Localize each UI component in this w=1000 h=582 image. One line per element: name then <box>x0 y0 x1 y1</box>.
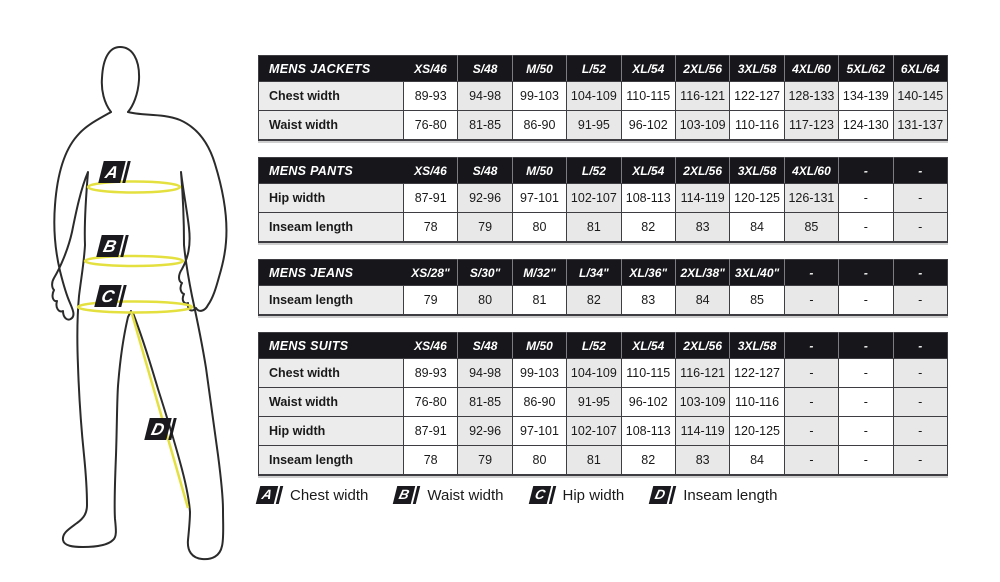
size-value-cell: 83 <box>621 286 675 316</box>
legend-item <box>531 486 625 504</box>
size-value-cell: 81 <box>567 213 621 243</box>
size-value-cell: - <box>893 213 947 243</box>
body-silhouette-graphic <box>0 0 260 582</box>
size-column-header: XL/54 <box>621 333 675 359</box>
size-value-cell: 117-123 <box>784 111 838 141</box>
size-value-cell: 94-98 <box>458 82 512 111</box>
size-column-header: L/52 <box>567 56 621 82</box>
size-column-header: 3XL/58 <box>730 158 784 184</box>
legend-item <box>258 486 368 504</box>
table-header-row <box>259 56 948 82</box>
size-value-cell: 102-107 <box>567 417 621 446</box>
size-value-cell: - <box>893 446 947 476</box>
size-table <box>258 157 948 243</box>
size-value-cell: 81-85 <box>458 388 512 417</box>
row-label: Hip width <box>259 184 404 213</box>
size-value-cell: 81 <box>567 446 621 476</box>
size-value-cell: 94-98 <box>458 359 512 388</box>
size-value-cell: 128-133 <box>784 82 838 111</box>
size-value-cell: 103-109 <box>675 388 729 417</box>
size-table <box>258 259 948 316</box>
size-value-cell: 86-90 <box>512 111 566 141</box>
row-label: Chest width <box>259 82 404 111</box>
size-column-header: M/50 <box>512 158 566 184</box>
size-value-cell: 79 <box>458 213 512 243</box>
size-value-cell: - <box>839 388 893 417</box>
legend-label: Chest width <box>290 486 369 504</box>
size-value-cell: - <box>784 359 838 388</box>
size-value-cell: 97-101 <box>512 417 566 446</box>
size-column-header: XS/46 <box>404 56 458 82</box>
badge-letter: A <box>98 161 125 183</box>
size-value-cell: 108-113 <box>621 184 675 213</box>
measurement-legend <box>258 486 777 504</box>
row-label: Inseam length <box>259 446 404 476</box>
legend-item <box>395 486 503 504</box>
size-column-header: 5XL/62 <box>839 56 893 82</box>
size-value-cell: 89-93 <box>404 359 458 388</box>
size-value-cell: 91-95 <box>567 111 621 141</box>
size-value-cell: 124-130 <box>839 111 893 141</box>
size-value-cell: 80 <box>512 446 566 476</box>
size-value-cell: 126-131 <box>784 184 838 213</box>
size-value-cell: - <box>893 184 947 213</box>
size-value-cell: 114-119 <box>675 184 729 213</box>
size-value-cell: 104-109 <box>567 82 621 111</box>
size-value-cell: 80 <box>512 213 566 243</box>
size-column-header: - <box>839 158 893 184</box>
size-column-header: XS/46 <box>404 333 458 359</box>
size-column-header: - <box>784 333 838 359</box>
size-value-cell: - <box>784 446 838 476</box>
size-value-cell: - <box>839 213 893 243</box>
table-header-row <box>259 158 948 184</box>
size-column-header: S/48 <box>458 333 512 359</box>
size-value-cell: 78 <box>404 213 458 243</box>
size-value-cell: 122-127 <box>730 359 784 388</box>
table-row <box>259 388 948 417</box>
size-value-cell: 78 <box>404 446 458 476</box>
size-value-cell: 97-101 <box>512 184 566 213</box>
size-value-cell: 122-127 <box>730 82 784 111</box>
row-label: Inseam length <box>259 213 404 243</box>
size-value-cell: 108-113 <box>621 417 675 446</box>
size-column-header: 2XL/56 <box>675 333 729 359</box>
size-value-cell: 96-102 <box>621 111 675 141</box>
table-row <box>259 213 948 243</box>
table-row <box>259 286 948 316</box>
waist-measure-ellipse <box>85 256 183 266</box>
size-column-header: 6XL/64 <box>893 56 947 82</box>
size-table <box>258 332 948 476</box>
size-column-header: S/48 <box>458 158 512 184</box>
size-column-header: 2XL/56 <box>675 56 729 82</box>
size-value-cell: - <box>893 286 947 316</box>
size-column-header: 2XL/38" <box>675 260 729 286</box>
size-value-cell: - <box>893 417 947 446</box>
table-row <box>259 417 948 446</box>
size-column-header: XS/28" <box>404 260 458 286</box>
size-value-cell: 102-107 <box>567 184 621 213</box>
size-value-cell: 84 <box>730 446 784 476</box>
body-figure <box>0 0 260 582</box>
size-value-cell: 99-103 <box>512 82 566 111</box>
size-value-cell: 86-90 <box>512 388 566 417</box>
size-value-cell: 131-137 <box>893 111 947 141</box>
table-title: MENS JACKETS <box>259 56 404 82</box>
size-value-cell: 92-96 <box>458 417 512 446</box>
size-value-cell: 110-116 <box>730 111 784 141</box>
size-value-cell: 116-121 <box>675 82 729 111</box>
table-row <box>259 446 948 476</box>
size-column-header: 3XL/58 <box>730 56 784 82</box>
table-row <box>259 82 948 111</box>
size-value-cell: 84 <box>675 286 729 316</box>
size-column-header: 2XL/56 <box>675 158 729 184</box>
chest-measure-ellipse <box>88 182 180 193</box>
measure-badge-c <box>528 486 555 504</box>
size-column-header: 3XL/58 <box>730 333 784 359</box>
table-row <box>259 111 948 141</box>
measure-badge-a <box>256 486 283 504</box>
size-column-header: 4XL/60 <box>784 158 838 184</box>
figure-badge-chest-width <box>98 161 130 183</box>
right-side-outline <box>128 112 226 559</box>
legend-label: Inseam length <box>683 486 778 504</box>
figure-badge-waist-width <box>96 235 128 257</box>
size-value-cell: - <box>839 417 893 446</box>
legend-label: Hip width <box>562 486 625 504</box>
size-value-cell: 82 <box>621 213 675 243</box>
table-title: MENS PANTS <box>259 158 404 184</box>
size-value-cell: 140-145 <box>893 82 947 111</box>
size-column-header: XL/54 <box>621 56 675 82</box>
size-column-header: - <box>839 333 893 359</box>
size-value-cell: - <box>784 286 838 316</box>
size-column-header: S/30" <box>458 260 512 286</box>
row-label: Waist width <box>259 388 404 417</box>
figure-badge-hip-width <box>94 285 126 307</box>
legend-label: Waist width <box>427 486 504 504</box>
size-value-cell: 85 <box>784 213 838 243</box>
size-table <box>258 55 948 141</box>
measure-badge-d <box>649 486 676 504</box>
figure-badge-inseam-length <box>144 418 176 440</box>
size-value-cell: 92-96 <box>458 184 512 213</box>
row-label: Inseam length <box>259 286 404 316</box>
table-title: MENS SUITS <box>259 333 404 359</box>
size-value-cell: 79 <box>458 446 512 476</box>
size-value-cell: 110-116 <box>730 388 784 417</box>
legend-item <box>651 486 777 504</box>
size-value-cell: 91-95 <box>567 388 621 417</box>
size-column-header: XL/54 <box>621 158 675 184</box>
size-value-cell: 89-93 <box>404 82 458 111</box>
size-column-header: S/48 <box>458 56 512 82</box>
size-value-cell: 99-103 <box>512 359 566 388</box>
size-column-header: L/52 <box>567 158 621 184</box>
size-value-cell: 79 <box>404 286 458 316</box>
size-value-cell: - <box>839 359 893 388</box>
size-value-cell: 120-125 <box>730 184 784 213</box>
measure-badge-b <box>393 486 420 504</box>
table-row <box>259 359 948 388</box>
size-column-header: - <box>784 260 838 286</box>
size-value-cell: - <box>893 359 947 388</box>
table-header-row <box>259 260 948 286</box>
size-tables <box>258 55 948 492</box>
size-column-header: - <box>839 260 893 286</box>
size-column-header: M/32" <box>512 260 566 286</box>
size-value-cell: 76-80 <box>404 111 458 141</box>
row-label: Hip width <box>259 417 404 446</box>
size-value-cell: 83 <box>675 446 729 476</box>
size-value-cell: 76-80 <box>404 388 458 417</box>
size-value-cell: - <box>839 286 893 316</box>
badge-letter: B <box>96 235 123 257</box>
size-value-cell: 134-139 <box>839 82 893 111</box>
size-value-cell: 82 <box>621 446 675 476</box>
size-column-header: XS/46 <box>404 158 458 184</box>
size-value-cell: - <box>893 388 947 417</box>
table-header-row <box>259 333 948 359</box>
size-column-header: - <box>893 260 947 286</box>
badge-letter: C <box>528 486 550 504</box>
head-outline <box>102 47 139 112</box>
size-value-cell: 85 <box>730 286 784 316</box>
size-value-cell: 83 <box>675 213 729 243</box>
size-value-cell: - <box>784 388 838 417</box>
size-value-cell: 104-109 <box>567 359 621 388</box>
size-value-cell: 81-85 <box>458 111 512 141</box>
size-value-cell: 110-115 <box>621 82 675 111</box>
size-value-cell: 103-109 <box>675 111 729 141</box>
row-label: Waist width <box>259 111 404 141</box>
inseam-measure-line <box>132 314 188 508</box>
size-column-header: XL/36" <box>621 260 675 286</box>
size-value-cell: 80 <box>458 286 512 316</box>
size-value-cell: 81 <box>512 286 566 316</box>
size-column-header: M/50 <box>512 333 566 359</box>
size-column-header: L/34" <box>567 260 621 286</box>
badge-letter: D <box>144 418 171 440</box>
size-value-cell: 84 <box>730 213 784 243</box>
table-title: MENS JEANS <box>259 260 404 286</box>
size-column-header: - <box>893 333 947 359</box>
badge-letter: A <box>256 486 278 504</box>
size-value-cell: 116-121 <box>675 359 729 388</box>
row-label: Chest width <box>259 359 404 388</box>
size-value-cell: - <box>839 184 893 213</box>
size-value-cell: 82 <box>567 286 621 316</box>
size-column-header: L/52 <box>567 333 621 359</box>
size-column-header: 3XL/40" <box>730 260 784 286</box>
badge-letter: B <box>393 486 415 504</box>
size-value-cell: 87-91 <box>404 417 458 446</box>
size-value-cell: 96-102 <box>621 388 675 417</box>
size-column-header: 4XL/60 <box>784 56 838 82</box>
size-value-cell: 114-119 <box>675 417 729 446</box>
table-row <box>259 184 948 213</box>
size-value-cell: - <box>784 417 838 446</box>
size-value-cell: 87-91 <box>404 184 458 213</box>
size-column-header: - <box>893 158 947 184</box>
size-value-cell: - <box>839 446 893 476</box>
size-value-cell: 110-115 <box>621 359 675 388</box>
size-value-cell: 120-125 <box>730 417 784 446</box>
size-column-header: M/50 <box>512 56 566 82</box>
badge-letter: C <box>94 285 121 307</box>
badge-letter: D <box>649 486 671 504</box>
